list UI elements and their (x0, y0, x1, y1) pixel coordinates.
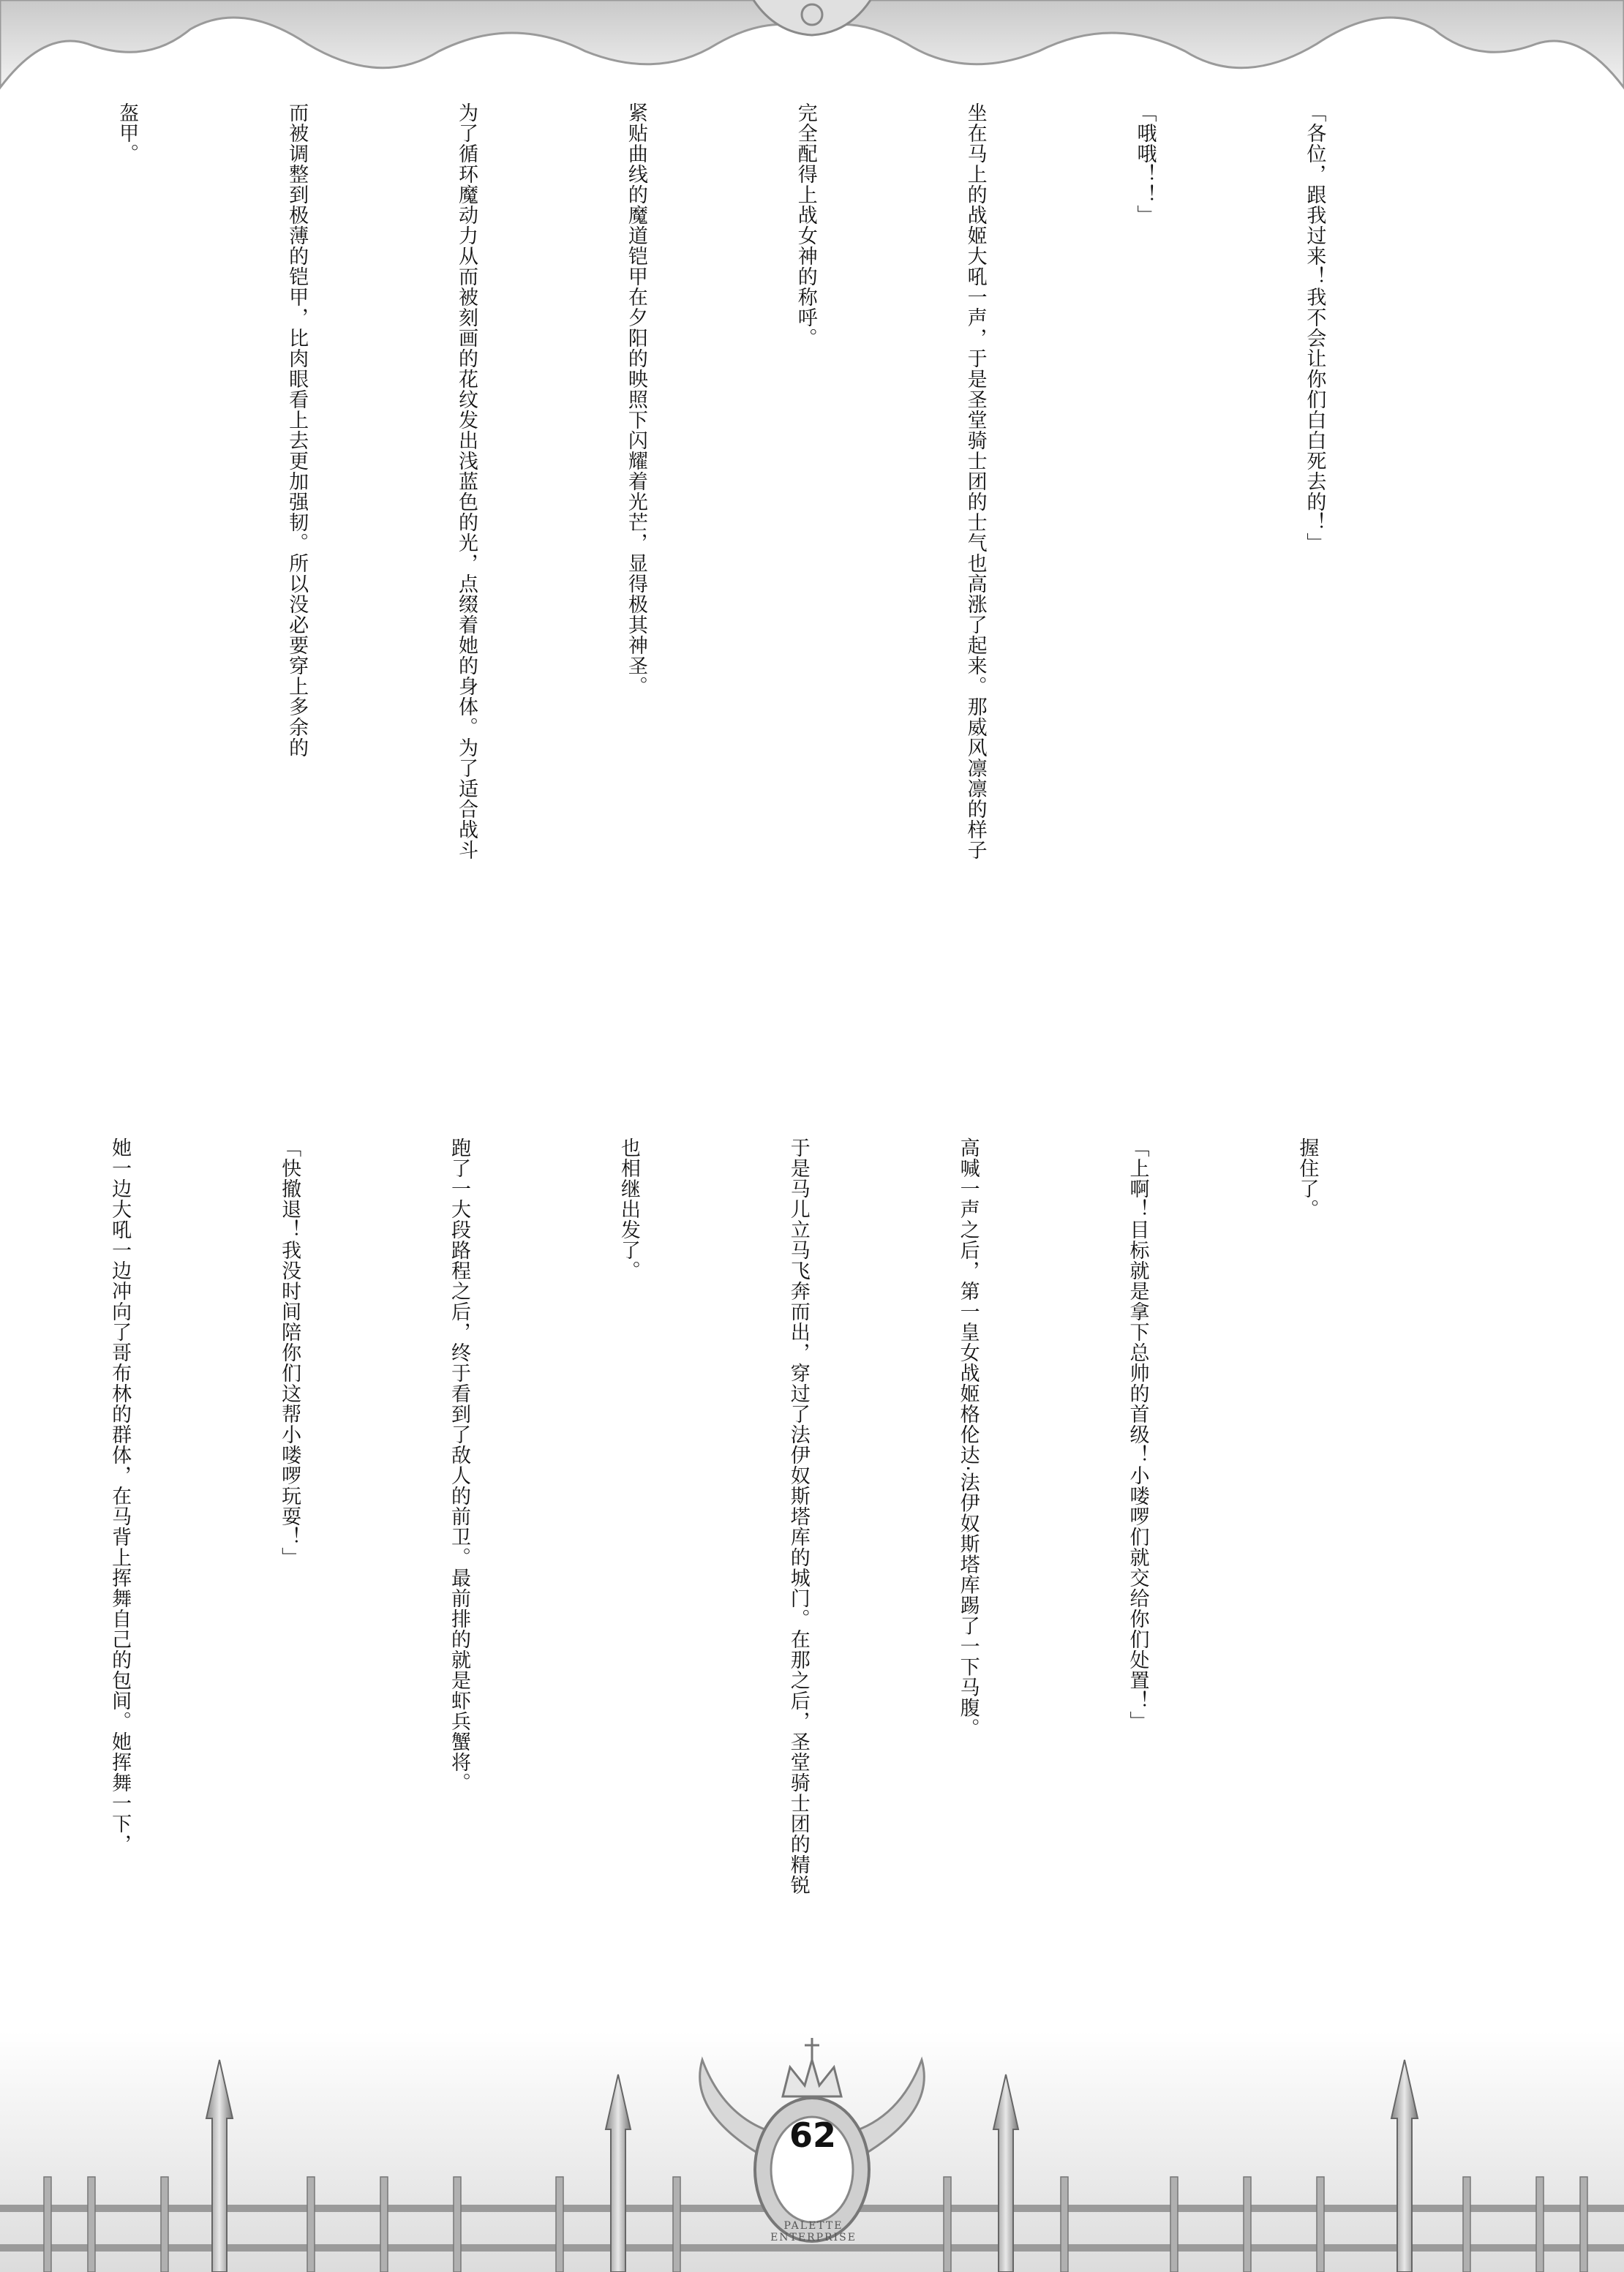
text-line: 完全配得上战女神的称呼。 (794, 102, 817, 348)
publisher-logo: PALETTE ENTERPRISE (770, 2220, 857, 2243)
text-line: 「各位，跟我过来！我不会让你们白白死去的！」 (1303, 102, 1326, 553)
text-line: 紧贴曲线的魔道铠甲在夕阳的映照下闪耀着光芒，显得极其神圣。 (624, 102, 647, 696)
lower-text-block (0, 1137, 1448, 2015)
text-line: 跑了一大段路程之后，终于看到了敌人的前卫。最前排的就是虾兵蟹将。 (447, 1137, 470, 1793)
text-line: 坐在马上的战姬大吼一声，于是圣堂骑士团的士气也高涨了起来。那威风凛凛的样子 (963, 102, 987, 860)
text-line: 她一边大吼一边冲向了哥布林的群体，在马背上挥舞自己的包间。她挥舞一下， (108, 1137, 132, 1854)
text-line: 握住了。 (1296, 1137, 1319, 1219)
text-line: 「快撤退！我没时间陪你们这帮小喽啰玩耍！」 (278, 1137, 301, 1568)
text-line: 于是马儿立马飞奔而出，穿过了法伊奴斯塔库的城门。在那之后，圣堂骑士团的精锐 (786, 1137, 810, 1895)
upper-text-block (0, 102, 1456, 1039)
top-curtain-decoration (0, 0, 1624, 95)
text-line: 也相继出发了。 (617, 1137, 640, 1281)
text-line: 「上啊！目标就是拿下总帅的首级！小喽啰们就交给你们处置！」 (1126, 1137, 1149, 1731)
text-line: 高喊一声之后，第一皇女战姬格伦达·法伊奴斯塔库踢了一下马腹。 (956, 1137, 980, 1739)
text-line: 为了循环魔动力从而被刻画的花纹发出浅蓝色的光，点缀着她的身体。为了适合战斗 (454, 102, 478, 860)
text-line: 盔甲。 (116, 102, 139, 164)
text-line: 「哦哦！！」 (1133, 102, 1157, 225)
page-number: 62 (789, 2115, 836, 2155)
text-line: 而被调整到极薄的铠甲，比肉眼看上去更加强韧。所以没必要穿上多余的 (285, 102, 309, 758)
